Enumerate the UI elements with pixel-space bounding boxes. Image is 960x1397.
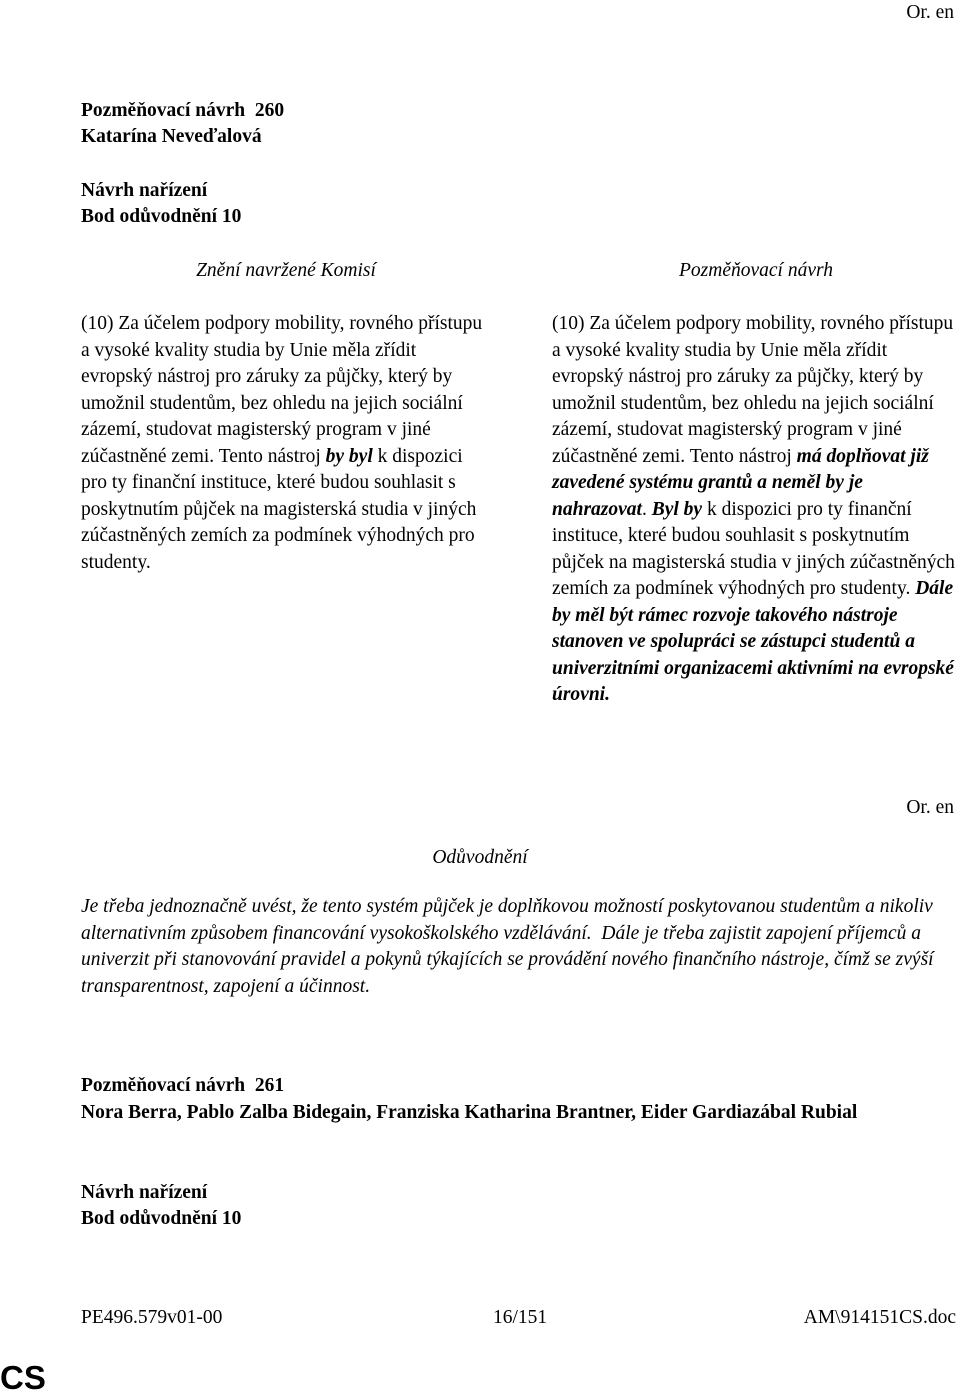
language-marker: Or. en [906, 797, 954, 818]
footer-doc-ref: PE496.579v01-00 [81, 1307, 223, 1328]
amendment-261-doc-label: Návrh nařízení [81, 1182, 208, 1203]
amendment-text-part2: . [641, 498, 652, 520]
footer-file-name: AM\914151CS.doc [803, 1307, 956, 1328]
commission-text-heading: Znění navržené Komisí [196, 260, 376, 281]
amendment-261-authors: Nora Berra, Pablo Zalba Bidegain, Franziska Katharina Brantner, Eider Gardiazábal Rubial [81, 1102, 858, 1123]
amendment-text-heading: Pozměňovací návrh [679, 260, 833, 281]
commission-text-part1: (10) Za účelem podpory mobility, rovného přístupu a vysoké kvality studia by Unie měla zřídit evropský nástroj pro záruky za půjčky, který by umožnil studentům, bez ohledu na jejich sociální zázemí, studovat magisterský program v jiné zúčastněné zemi. Tento nástroj [81, 313, 483, 467]
footer-language-code: CS [0, 1359, 46, 1396]
amendment-260-title: Pozměňovací návrh 260 [81, 100, 285, 121]
amendment-text [552, 311, 960, 709]
commission-text-bold1: by byl [325, 445, 373, 467]
amendment-260-author: Katarína Neveďalová [81, 126, 262, 147]
justification-heading: Odůvodnění [432, 847, 528, 868]
footer-page-number: 16/151 [493, 1307, 548, 1328]
amendment-260-doc-label: Návrh nařízení [81, 180, 208, 201]
language-marker-top: Or. en [906, 2, 954, 23]
amendment-261-recital: Bod odůvodnění 10 [81, 1208, 242, 1229]
commission-text [81, 311, 491, 576]
amendment-text-bold2: Byl by [651, 498, 703, 520]
amendment-text-part3: k dispozici pro ty finanční instituce, které budou souhlasit s poskytnutím půjček na magisterská studia v jiných zúčastněných zemích za podmínek výhodných pro studenty. [552, 498, 955, 599]
commission-text-part2: k dispozici pro ty finanční instituce, které budou souhlasit s poskytnutím půjček na magisterská studia v jiných zúčastněných zemích za podmínek výhodných pro studenty. [81, 445, 477, 573]
amendment-260-recital: Bod odůvodnění 10 [81, 206, 242, 227]
amendment-text-part1: (10) Za účelem podpory mobility, rovného přístupu a vysoké kvality studia by Unie měla zřídit evropský nástroj pro záruky za půjčky, který by umožnil studentům, bez ohledu na jejich sociální zázemí, studovat magisterský program v jiné zúčastněné zemi. Tento nástroj [552, 313, 954, 467]
amendment-text-bold3: Dále by měl být rámec rozvoje takového nástroje stanoven ve spolupráci se zástupci studentů a univerzitními organizacemi aktivními na evropské úrovni. [552, 578, 954, 705]
amendment-261-title: Pozměňovací návrh 261 [81, 1075, 285, 1096]
justification-text: Je třeba jednoznačně uvést, že tento systém půjček je doplňkovou možností poskytovanou studentům a nikoliv alternativním způsobem financování vysokoškolského vzdělávání. Dále je třeba zajistit zapojení příjemců a univerzit při stanovování pravidel a pokynů týkajících se provádění nového finančního nástroje, čímž se zvýší transparentnost, zapojení a účinnost. [81, 896, 934, 997]
amendment-text-bold1: má doplňovat již zavedené systému grantů a neměl by je nahrazovat [552, 445, 929, 520]
